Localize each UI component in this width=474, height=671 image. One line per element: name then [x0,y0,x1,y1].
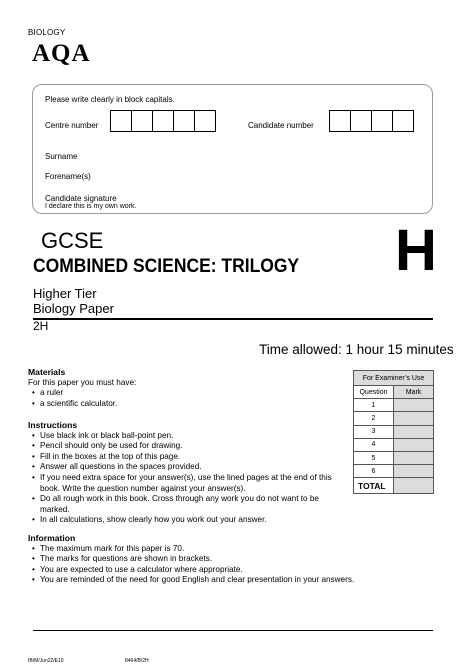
table-row [354,399,434,412]
list-item: • Use black ink or black ball-point pen. [40,431,343,442]
candidate-number-field[interactable] [330,110,414,132]
question-number: 4 [354,438,394,451]
mark-cell [394,425,434,438]
materials-intro: For this paper you must have: [28,377,137,387]
table-row [354,425,434,438]
list-item: • You are reminded of the need for good English and clear presentation in your answers. [40,575,433,586]
list-item: • The maximum mark for this paper is 70. [40,544,433,555]
signature-label: Candidate signature [45,194,117,203]
list-item: • Do all rough work in this book. Cross through any work you do not want to be marked. [40,494,343,515]
total-mark-cell [394,478,434,494]
examiner-table [353,370,434,494]
candidate-details-box [32,84,433,214]
list-item: • If you need extra space for your answer(s), use the lined pages at the end of this book. Write the question number against your answer(s). [40,473,343,494]
question-number: 2 [354,412,394,425]
materials-section [28,367,328,409]
footer-code: IB/M/Jun22/E10 [28,658,64,664]
divider [33,318,433,320]
mark-cell [394,451,434,464]
exam-title: COMBINED SCIENCE: TRILOGY [33,256,300,277]
examiner-table-title: For Examiner’s Use [354,371,434,386]
instructions-section [28,420,343,526]
list-item: • a scientific calculator. [40,399,328,410]
tier-letter: H [395,218,437,283]
list-item: • The marks for questions are shown in brackets. [40,554,433,565]
candidate-number-label: Candidate number [248,121,314,130]
footer-reference: 8464/B/2H [125,658,149,664]
mark-cell [394,412,434,425]
subject-label: BIOLOGY [28,28,66,37]
paper-code: 2H [33,319,49,333]
centre-number-field[interactable] [111,110,216,132]
list-item: • a ruler [40,388,328,399]
block-capitals-instruction: Please write clearly in block capitals. [45,95,175,104]
declaration-text: I declare this is my own work. [45,203,137,210]
mark-cell [394,438,434,451]
mark-column-header: Mark [394,386,434,399]
aqa-logo: AQA [32,40,91,67]
table-row [354,451,434,464]
materials-heading: Materials [28,367,66,377]
footer-rule [33,630,433,631]
paper-name: Biology Paper [33,301,114,316]
list-item: • Pencil should only be used for drawing. [40,441,343,452]
mark-cell [394,465,434,478]
question-column-header: Question [354,386,394,399]
question-number: 1 [354,399,394,412]
information-section [28,533,433,586]
question-number: 6 [354,465,394,478]
forenames-label: Forename(s) [45,172,91,181]
table-row [354,465,434,478]
tier: Higher Tier [33,286,97,301]
surname-label: Surname [45,152,78,161]
time-allowed: Time allowed: 1 hour 15 minutes [259,342,454,357]
total-label: TOTAL [354,478,394,494]
list-item: • In all calculations, show clearly how you work out your answer. [40,515,343,526]
instructions-heading: Instructions [28,420,78,430]
mark-cell [394,399,434,412]
list-item: • Fill in the boxes at the top of this page. [40,452,343,463]
qualification: GCSE [41,228,104,253]
question-number: 5 [354,451,394,464]
list-item: • You are expected to use a calculator where appropriate. [40,565,433,576]
question-number: 3 [354,425,394,438]
table-row [354,478,434,494]
information-heading: Information [28,533,76,543]
list-item: • Answer all questions in the spaces provided. [40,462,343,473]
table-row [354,438,434,451]
table-row [354,412,434,425]
centre-number-label: Centre number [45,121,99,130]
